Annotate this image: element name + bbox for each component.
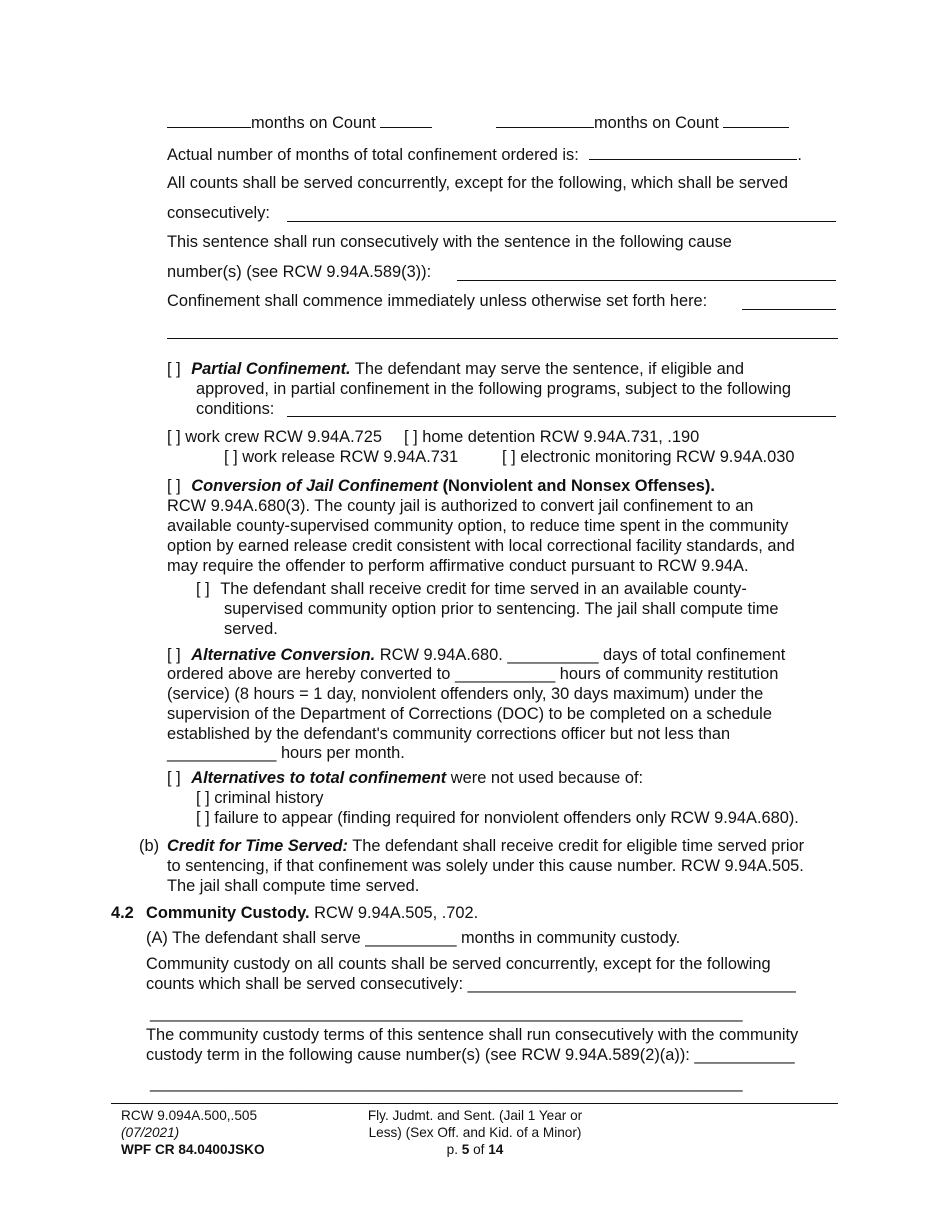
footer-center	[365, 1107, 585, 1158]
footer-page: p. 5 of 14	[446, 1142, 504, 1157]
electronic-monitoring-option[interactable]: [ ] electronic monitoring RCW 9.94A.030	[502, 448, 795, 466]
footer-rcw: RCW 9.094A.500,.505	[121, 1108, 258, 1123]
concurrent-line-2: consecutively:	[167, 204, 270, 222]
footer-title-1: Fly. Judmt. and Sent. (Jail 1 Year or	[367, 1108, 583, 1123]
failure-to-appear-option[interactable]: [ ] failure to appear (finding required for nonviolent offenders only RCW 9.94A.680).	[196, 809, 799, 827]
months-count-row-1: months on Count	[167, 112, 432, 133]
credit-line-3: served.	[224, 620, 278, 638]
months-blank-1[interactable]	[167, 112, 251, 128]
conversion-line-1: RCW 9.94A.680(3). The county jail is authorized to convert jail confinement to an	[167, 497, 754, 515]
conversion-line-3: option by earned release credit consistent with local correctional facility standards, and	[167, 537, 795, 555]
alternative-line-3: (service) (8 hours = 1 day, nonviolent offenders only, 30 days maximum) under the	[167, 685, 764, 703]
alternative-conversion-heading: [ ] Alternative Conversion. RCW 9.94A.680. __________ days of total confinement	[167, 646, 786, 664]
community-custody-heading: Community Custody. RCW 9.94A.505, .702.	[146, 904, 479, 922]
alternative-line-4: supervision of the Department of Corrections (DOC) to be completed on a schedule	[167, 705, 772, 723]
credit-for-time-heading: Credit for Time Served: The defendant shall receive credit for eligible time served prior	[167, 837, 805, 855]
alternatives-not-used-heading: [ ] Alternatives to total confinement were not used because of:	[167, 769, 644, 787]
conversion-checkbox[interactable]: [ ]	[167, 477, 181, 495]
months-blank-2[interactable]	[496, 112, 594, 128]
cause-number-blank[interactable]	[457, 280, 836, 281]
actual-months-blank[interactable]	[589, 144, 797, 160]
count-blank-1[interactable]	[380, 112, 432, 128]
alternative-line-2: ordered above are hereby converted to ___________ hours of community restitution	[167, 665, 779, 683]
commence-blank-line[interactable]	[167, 338, 838, 339]
community-custody-serve: (A) The defendant shall serve __________ months in community custody.	[146, 929, 681, 947]
custody-counts-blank[interactable]: ____________________________________	[467, 975, 796, 993]
partial-line-3: conditions:	[196, 400, 275, 418]
page-total: 14	[488, 1142, 504, 1157]
credit-checkbox[interactable]: [ ]	[196, 580, 210, 598]
footer-date: (07/2021)	[121, 1125, 180, 1140]
alternative-line-5: established by the defendant's community corrections officer but not less than	[167, 725, 731, 743]
conversion-line-4: may require the offender to perform affirmative conduct pursuant to RCW 9.94A.	[167, 557, 749, 575]
section-number: 4.2	[111, 904, 134, 922]
footer-form-number: WPF CR 84.0400JSKO	[121, 1142, 265, 1157]
commence-line: Confinement shall commence immediately unless otherwise set forth here:	[167, 292, 708, 310]
custody-cause-blank[interactable]: ___________	[694, 1046, 795, 1064]
home-detention-option[interactable]: [ ] home detention RCW 9.94A.731, .190	[404, 428, 700, 446]
footer-divider	[111, 1103, 838, 1104]
hours-per-month-blank[interactable]: ____________	[167, 744, 277, 762]
days-blank[interactable]: __________	[507, 646, 599, 664]
commence-blank[interactable]	[742, 309, 836, 310]
credit-line-2b: to sentencing, if that confinement was solely under this cause number. RCW 9.94A.505.	[167, 857, 804, 875]
credit-line-3b: The jail shall compute time served.	[167, 877, 420, 895]
alternative-line-6: ____________ hours per month.	[167, 744, 405, 762]
credit-line-2: supervised community option prior to sentencing. The jail shall compute time	[224, 600, 779, 618]
alternative-checkbox[interactable]: [ ]	[167, 646, 181, 664]
conditions-blank[interactable]	[287, 416, 836, 417]
custody-blank-line[interactable]: _________________________________________________________________	[150, 1004, 743, 1022]
partial-checkbox[interactable]: [ ]	[167, 360, 181, 378]
footer-title-2: Less) (Sex Off. and Kid. of a Minor)	[368, 1125, 582, 1140]
work-crew-option[interactable]: [ ] work crew RCW 9.94A.725	[167, 428, 382, 446]
footer-left	[121, 1107, 265, 1158]
consecutive-counts-blank[interactable]	[287, 221, 836, 222]
custody-terms-line-1: The community custody terms of this sentence shall run consecutively with the community	[146, 1026, 799, 1044]
count-blank-2[interactable]	[723, 112, 789, 128]
partial-confinement-heading: [ ] Partial Confinement. The defendant may serve the sentence, if eligible and	[167, 360, 744, 378]
months-count-row-2: months on Count	[496, 112, 789, 133]
alternatives-checkbox[interactable]: [ ]	[167, 769, 181, 787]
actual-months-line: Actual number of months of total confinement ordered is: .	[167, 146, 802, 164]
page-current: 5	[461, 1142, 470, 1157]
custody-terms-line-2: custody term in the following cause number(s) (see RCW 9.94A.589(2)(a)): ___________	[146, 1046, 795, 1064]
custody-concurrent-line-2: counts which shall be served consecutively: ____________________________________	[146, 975, 796, 993]
custody-concurrent-line-1: Community custody on all counts shall be served concurrently, except for the following	[146, 955, 771, 973]
consecutive-cause-line-1: This sentence shall run consecutively with the sentence in the following cause	[167, 233, 732, 251]
credit-label: (b)	[139, 837, 160, 855]
conversion-line-2: available county-supervised community option, to reduce time spent in the community	[167, 517, 789, 535]
custody-months-blank[interactable]: __________	[365, 929, 457, 947]
hours-blank[interactable]: ___________	[454, 665, 556, 683]
criminal-history-option[interactable]: [ ] criminal history	[196, 789, 324, 807]
custody-blank-line-2[interactable]: _________________________________________________________________	[150, 1074, 743, 1092]
work-release-option[interactable]: [ ] work release RCW 9.94A.731	[224, 448, 459, 466]
credit-option: [ ] The defendant shall receive credit for time served in an available county-	[196, 580, 747, 598]
partial-line-2: approved, in partial confinement in the following programs, subject to the following	[196, 380, 791, 398]
consecutive-cause-line-2: number(s) (see RCW 9.94A.589(3)):	[167, 263, 432, 281]
concurrent-line-1: All counts shall be served concurrently, except for the following, which shall be served	[167, 174, 789, 192]
conversion-heading: [ ] Conversion of Jail Confinement (Nonviolent and Nonsex Offenses).	[167, 477, 715, 495]
